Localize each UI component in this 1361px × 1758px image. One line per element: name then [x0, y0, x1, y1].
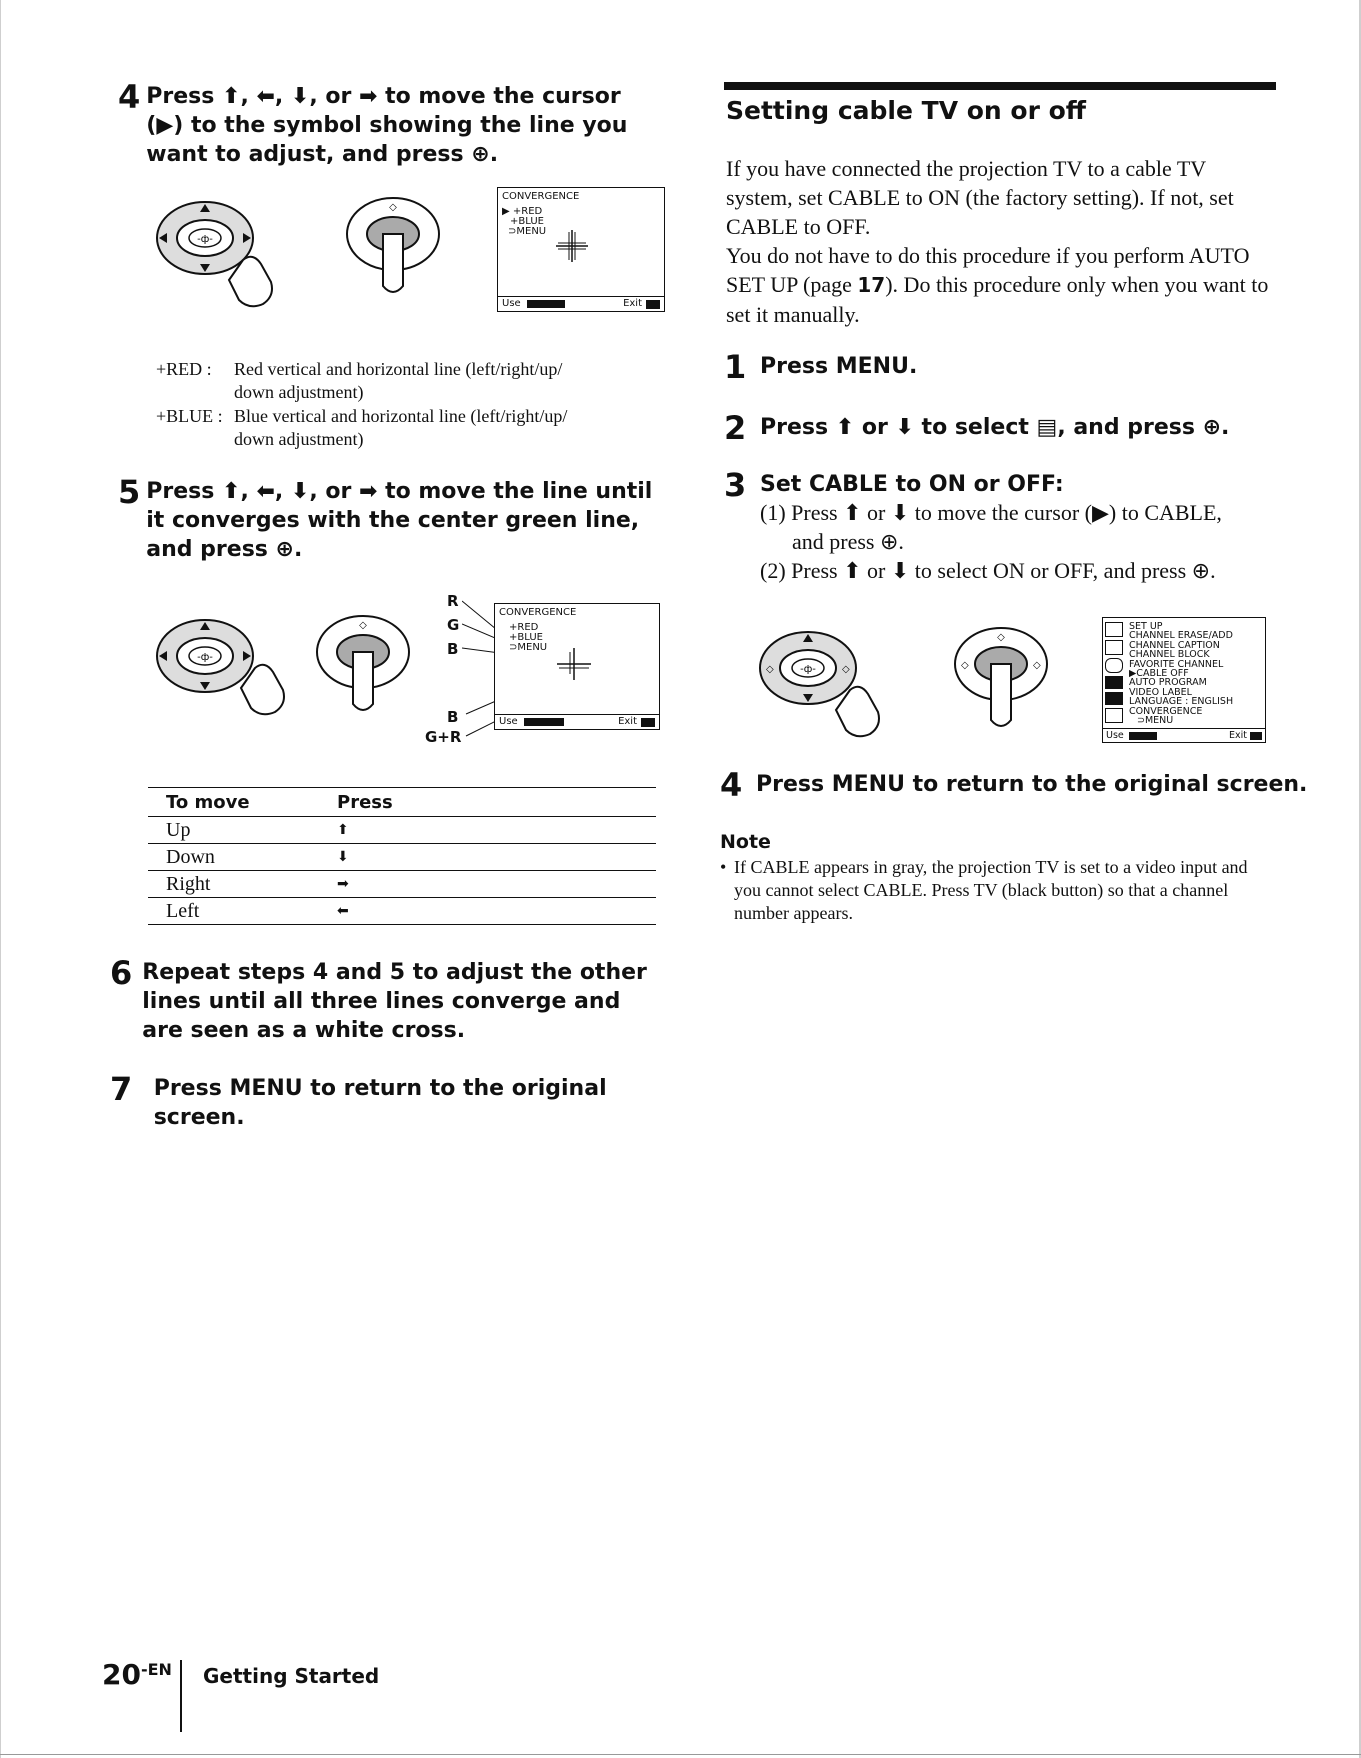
menu-item: VIDEO LABEL	[1129, 686, 1192, 698]
intro-text: ). Do this procedure only when you want to set it manually.	[726, 272, 1269, 327]
step-text: Repeat steps 4 and 5 to adjust the other lines until all three lines converge and are seen as a white cross.	[142, 960, 647, 1043]
svg-text:◇: ◇	[842, 664, 850, 675]
step-text: Press MENU to return to the original screen.	[153, 1076, 607, 1130]
right-step-2-heading	[724, 409, 1284, 447]
intro-paragraph: If you have connected the projection TV to a cable TV system, set CABLE to ON (the factory setting). If not, set CABLE to OFF.	[726, 156, 1234, 239]
screen-item: +BLUE	[509, 632, 543, 643]
svg-text:◇: ◇	[997, 632, 1005, 643]
screen-footer-exit: Exit	[623, 298, 642, 309]
step-3-sub-2: (2) Press ⬆ or ⬇ to select ON or OFF, and press ⊕.	[760, 558, 1216, 583]
joystick-press-icon	[317, 616, 409, 710]
note-text	[720, 856, 1268, 925]
svg-text:-ф-: -ф-	[197, 234, 213, 245]
step-text: Press MENU to return to the original screen.	[756, 772, 1308, 797]
section-title: Setting cable TV on or off	[726, 96, 1087, 125]
table-row	[148, 871, 656, 898]
menu-button-icon	[1250, 732, 1262, 740]
menu-item: CHANNEL CAPTION	[1129, 639, 1220, 651]
channel-icon	[1105, 676, 1123, 689]
screen-item: ⊃MENU	[508, 226, 547, 237]
page-reference: 17	[857, 273, 886, 297]
menu-item: FAVORITE CHANNEL	[1129, 658, 1224, 670]
arrow-right-icon: ➡	[319, 871, 656, 898]
menu-button-icon	[641, 718, 655, 727]
side-label-b2: B	[447, 708, 459, 726]
svg-text:◇: ◇	[389, 202, 397, 213]
joystick-press-icon	[955, 628, 1047, 726]
setup-menu-screen	[1102, 617, 1266, 743]
note-body: If CABLE appears in gray, the projection TV is set to a video input and you cannot select CABLE. Press TV (black button) so that a channel number appears.	[734, 857, 1248, 923]
menu-item: ⊃MENU	[1137, 715, 1174, 727]
step-number: 4	[118, 78, 141, 116]
intro-paragraph-2	[726, 241, 1276, 329]
page-left-edge	[0, 0, 1, 1758]
svg-text:-ф-: -ф-	[197, 652, 213, 663]
table-cell: Down	[148, 844, 319, 871]
clock-icon	[1105, 658, 1123, 673]
screen-item: +RED	[509, 622, 539, 633]
menu-item: AUTO PROGRAM	[1129, 677, 1207, 689]
screen-footer-use: Use	[502, 298, 521, 309]
menu-item: SET UP	[1129, 621, 1163, 632]
definition-desc: Red vertical and horizontal line (left/right/up/	[234, 359, 563, 379]
screen-title: CONVERGENCE	[499, 607, 577, 618]
convergence-cross-icon	[556, 230, 588, 262]
svg-text:◇: ◇	[961, 660, 969, 671]
side-label-gr: G+R	[425, 728, 462, 746]
buttons-icon	[524, 718, 564, 726]
step-number: 7	[110, 1070, 133, 1108]
side-label-r: R	[447, 592, 459, 610]
svg-text:◇: ◇	[766, 664, 774, 675]
menu-item-cable: ▶CABLE OFF	[1129, 668, 1189, 680]
step-number: 3	[724, 466, 747, 504]
step-6-heading	[110, 954, 650, 1045]
note-title: Note	[720, 831, 771, 853]
table-header-row	[148, 788, 656, 817]
arrow-left-icon: ⬅	[319, 898, 656, 925]
buttons-icon	[527, 300, 565, 308]
table-row	[148, 898, 656, 925]
step-5-heading	[118, 473, 658, 564]
right-step-4-heading	[720, 766, 1320, 804]
table-cell: Left	[148, 898, 319, 925]
step-number: 2	[724, 409, 747, 447]
step-3-sub-1-cont: and press ⊕.	[792, 529, 904, 554]
joystick-pad-icon	[157, 620, 253, 692]
step-7-heading	[110, 1070, 670, 1132]
table-cell: Right	[148, 871, 319, 898]
arrow-up-icon: ⬆	[319, 817, 656, 844]
movement-table	[148, 787, 656, 925]
menu-item: CHANNEL BLOCK	[1129, 649, 1210, 661]
footer-section: Getting Started	[203, 1664, 380, 1688]
screen-footer-use: Use	[1106, 729, 1124, 741]
step-3-sub-1: (1) Press ⬆ or ⬇ to move the cursor (▶) to CABLE,	[760, 500, 1222, 525]
step-number: 1	[724, 348, 747, 386]
buttons-icon	[1129, 732, 1157, 740]
video-icon	[1105, 692, 1123, 705]
screen-title: CONVERGENCE	[502, 191, 580, 202]
step-text: Set CABLE to ON or OFF:	[760, 472, 1064, 497]
arrow-down-icon: ⬇	[319, 844, 656, 871]
menu-item: LANGUAGE : ENGLISH	[1129, 696, 1234, 708]
side-label-g: G	[447, 616, 460, 634]
right-step-3-heading	[724, 466, 1274, 504]
screen-footer-exit: Exit	[618, 716, 637, 727]
menu-button-icon	[646, 300, 660, 309]
music-icon	[1105, 640, 1123, 655]
step-4-heading	[118, 78, 658, 169]
convergence-screen-2	[494, 603, 660, 730]
side-label-b: B	[447, 640, 459, 658]
screen-item: ⊃MENU	[509, 642, 548, 653]
menu-icon	[1105, 708, 1123, 723]
page-number-suffix: -EN	[140, 1660, 172, 1679]
step-text: Press ⬆, ⬅, ⬇, or ➡ to move the cursor (▶) to the symbol showing the line you want to adjust, and press ⊕.	[146, 84, 628, 167]
svg-text:-ф-: -ф-	[800, 664, 816, 675]
table-row	[148, 817, 656, 844]
definition-desc: Blue vertical and horizontal line (left/right/up/	[234, 406, 568, 426]
step-number: 6	[110, 954, 133, 992]
definition-red	[156, 358, 676, 404]
remote-joystick-illustration-3	[758, 622, 1078, 747]
convergence-screen-1	[497, 187, 665, 312]
right-step-1-heading	[724, 348, 1274, 386]
screen-item: +BLUE	[510, 216, 544, 227]
step-text: Press ⬆ or ⬇ to select ▤, and press ⊕.	[760, 415, 1230, 440]
definition-desc-cont: down adjustment)	[234, 429, 364, 449]
remote-joystick-illustration	[155, 190, 475, 310]
menu-icon-column	[1105, 622, 1123, 726]
bullet-icon: •	[720, 857, 727, 877]
intro-text: You do not have to do this procedure if you perform AUTO SET UP (page	[726, 243, 1250, 297]
step-text: Press MENU.	[760, 354, 918, 379]
table-row	[148, 844, 656, 871]
section-rule	[724, 82, 1276, 90]
definition-term: +BLUE :	[156, 406, 223, 426]
page-number	[102, 1658, 172, 1691]
step-number: 5	[118, 473, 141, 511]
footer-divider	[180, 1660, 182, 1732]
joystick-press-icon	[347, 198, 439, 292]
step-number: 4	[720, 766, 743, 804]
screen-item: ▶ +RED	[502, 206, 543, 217]
screen-footer-use: Use	[499, 716, 518, 727]
setup-icon	[1105, 622, 1123, 637]
svg-text:◇: ◇	[359, 620, 367, 631]
convergence-cross-icon	[557, 648, 591, 680]
step-text: Press ⬆, ⬅, ⬇, or ➡ to move the line until it converges with the center green line, and press ⊕.	[146, 479, 653, 562]
definition-desc-cont: down adjustment)	[234, 382, 364, 402]
definition-term: +RED :	[156, 359, 212, 379]
joystick-pad-icon	[157, 202, 253, 274]
menu-item: CONVERGENCE	[1129, 705, 1203, 717]
screen-footer-exit: Exit	[1229, 729, 1247, 741]
svg-text:◇: ◇	[1033, 660, 1041, 671]
table-header: Press	[319, 788, 656, 817]
definition-blue	[156, 405, 676, 451]
joystick-pad-icon	[760, 632, 856, 704]
table-cell: Up	[148, 817, 319, 844]
remote-joystick-illustration-2	[155, 608, 435, 728]
page-number-value: 20	[102, 1658, 141, 1691]
page-bottom-rule	[0, 1754, 1361, 1755]
table-header: To move	[148, 788, 319, 817]
menu-item: CHANNEL ERASE/ADD	[1129, 630, 1233, 642]
